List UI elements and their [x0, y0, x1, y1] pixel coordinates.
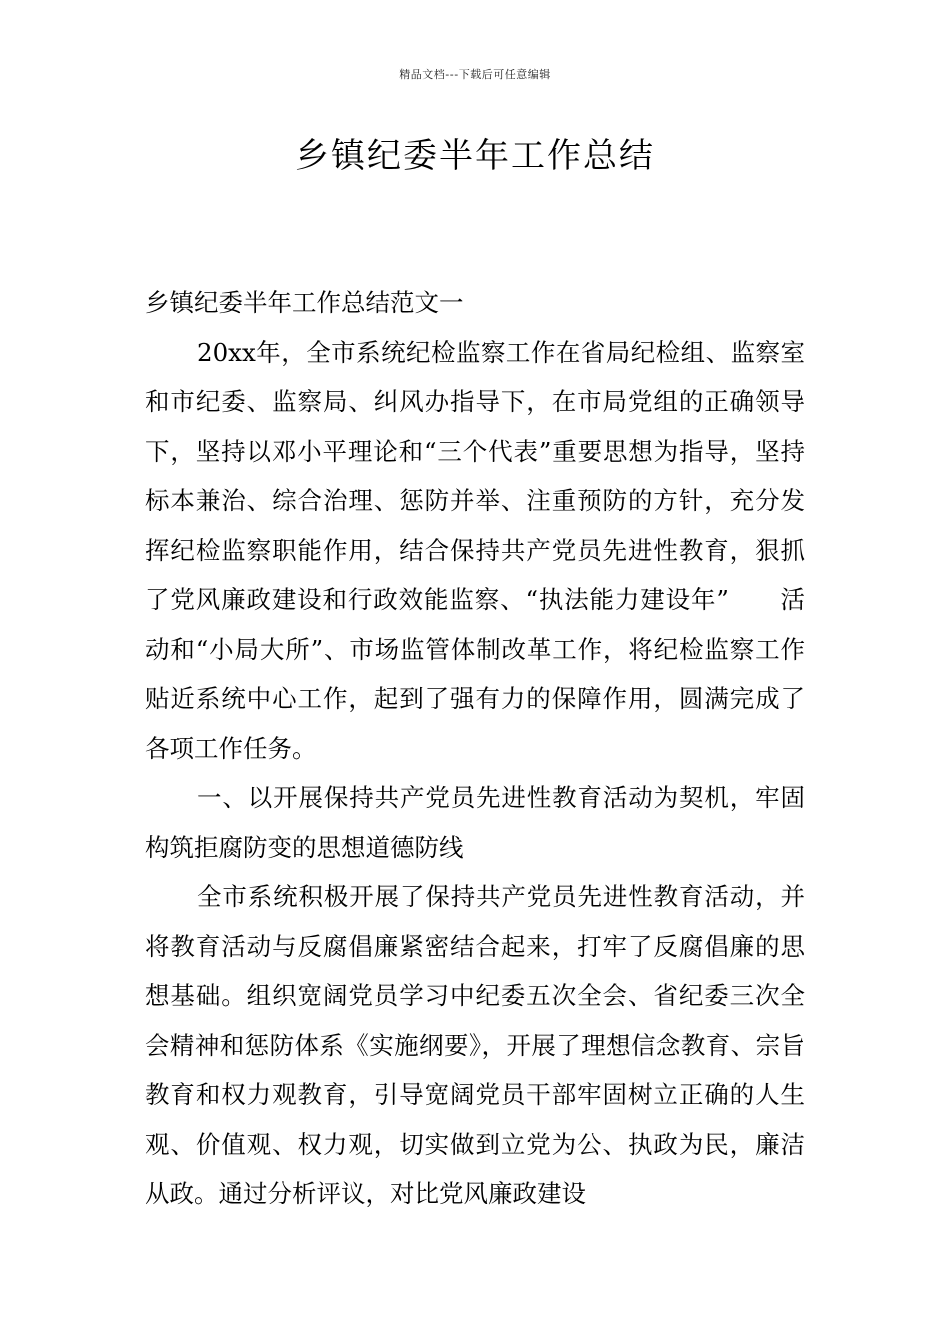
document-body: [145, 278, 805, 1219]
paragraph: 全市系统积极开展了保持共产党员先进性教育活动，并将教育活动与反腐倡廉紧密结合起来，打牢了反腐倡廉的思想基础。组织宽阔党员学习中纪委五次全会、省纪委三次全会精神和惩防体系《实施纲要》，开展了理想信念教育、宗旨教育和权力观教育，引导宽阔党员干部牢固树立正确的人生观、价值观、权力观，切实做到立党为公、执政为民，廉洁从政。通过分析评议，对比党风廉政建设: [145, 882, 805, 1208]
header-note: 精品文档---下载后可任意编辑: [399, 68, 551, 81]
document-subtitle: 乡镇纪委半年工作总结范文一: [145, 288, 464, 317]
section-heading: 一、以开展保持共产党员先进性教育活动为契机，牢固构筑拒腐防变的思想道德防线: [145, 783, 805, 862]
paragraph: 20xx年，全市系统纪检监察工作在省局纪检组、监察室和市纪委、监察局、纠风办指导下，在市局党组的正确领导下，坚持以邓小平理论和“三个代表”重要思想为指导，坚持标本兼治、综合治理、惩防并举、注重预防的方针，充分发挥纪检监察职能作用，结合保持共产党员先进性教育，狠抓了党风廉政建设和行政效能监察、“执法能力建设年” 活动和“小局大所”、市场监管体制改革工作，将纪检监察工作贴近系统中心工作，起到了强有力的保障作用，圆满完成了各项工作任务。: [145, 337, 805, 763]
document-title: 乡镇纪委半年工作总结: [295, 136, 655, 176]
